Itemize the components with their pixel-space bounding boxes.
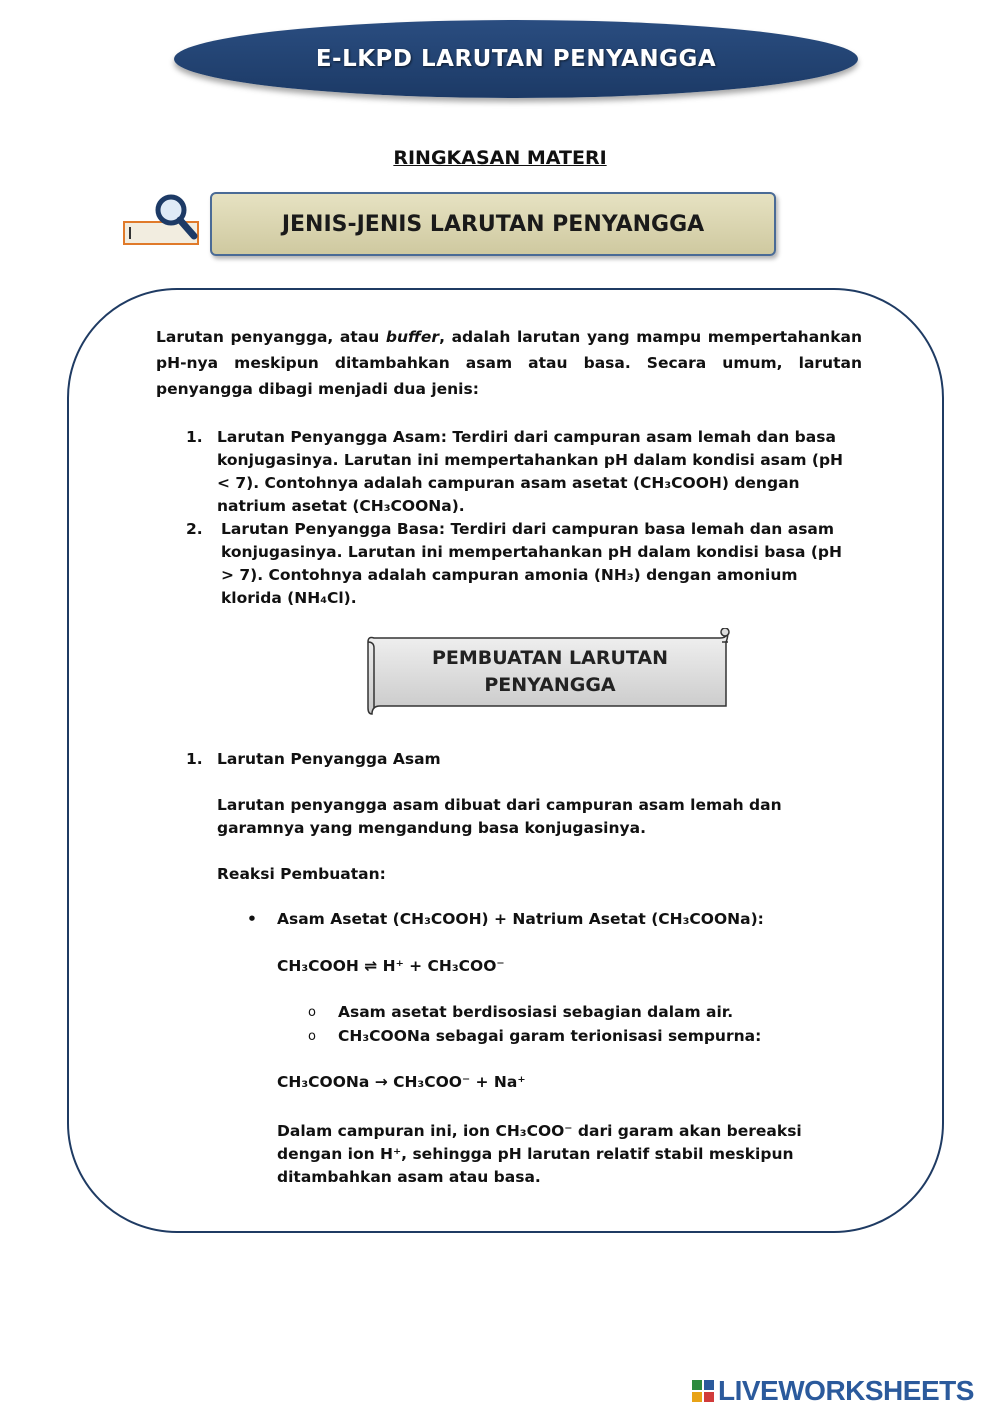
sub-bullet-text: CH₃COONa sebagai garam terionisasi sempurna: <box>338 1027 762 1045</box>
type-item-acid <box>186 426 856 518</box>
sub-bullet-marker: o <box>308 1005 316 1020</box>
list-item-label: Larutan Penyangga Basa: <box>221 520 446 538</box>
list-item-text <box>221 518 856 610</box>
subheading: RINGKASAN MATERI <box>393 147 607 169</box>
liveworksheets-logo[interactable] <box>692 1374 974 1408</box>
search-icon <box>122 188 200 250</box>
closing-paragraph: Dalam campuran ini, ion CH₃COO⁻ dari garam akan bereaksi dengan ion H⁺, sehingga pH larutan relatif stabil meskipun ditambahkan asam atau basa. <box>277 1122 802 1186</box>
sub-bullet-marker: o <box>308 1029 316 1044</box>
equation-ionization: CH₃COONa → CH₃COO⁻ + Na⁺ <box>277 1073 526 1091</box>
reaction-bullet <box>247 910 764 928</box>
reaction-label: Reaksi Pembuatan: <box>217 865 386 883</box>
sub-bullet-item <box>308 1027 761 1045</box>
bullet-dot: • <box>247 910 257 928</box>
list-item-label: Larutan Penyangga Asam: <box>217 428 447 446</box>
section2-description: Larutan penyangga asam dibuat dari campuran asam lemah dan garamnya yang mengandung basa konjugasinya. <box>217 796 782 837</box>
intro-italic: buffer <box>385 328 440 346</box>
section2-heading: Larutan Penyangga Asam <box>217 750 441 768</box>
scroll-banner-line1: PEMBUATAN LARUTAN <box>431 647 669 669</box>
list-number: 2. <box>186 520 203 538</box>
logo-text: LIVEWORKSHEETS <box>718 1375 974 1406</box>
section-banner-title: JENIS-JENIS LARUTAN PENYANGGA <box>281 211 705 237</box>
list-number: 1. <box>186 428 203 446</box>
list-item-text <box>217 426 856 518</box>
logo-icon <box>692 1380 714 1402</box>
sub-bullet-text: Asam asetat berdisosiasi sebagian dalam air. <box>338 1003 734 1021</box>
reaction-bullet-text: Asam Asetat (CH₃COOH) + Natrium Asetat (CH₃COONa): <box>277 910 764 928</box>
sub-bullet-item <box>308 1003 733 1021</box>
scroll-banner-title <box>380 645 720 699</box>
page-title: E-LKPD LARUTAN PENYANGGA <box>315 46 717 72</box>
equation-dissociation: CH₃COOH ⇌ H⁺ + CH₃COO⁻ <box>277 957 505 975</box>
section-banner <box>210 192 776 256</box>
intro-paragraph <box>156 324 862 402</box>
intro-text-2: , adalah larutan yang mampu mempertahankan pH-nya meskipun ditambahkan asam atau basa. Secara umum, larutan penyangga dibagi menjadi dua jenis: <box>156 328 862 398</box>
type-item-base <box>186 518 856 610</box>
section2-heading-row <box>186 748 856 771</box>
list-item-desc: Terdiri dari campuran asam lemah dan basa konjugasinya. Larutan ini mempertahankan pH dalam kondisi asam (pH < 7). Contohnya adalah campuran asam asetat (CH₃COOH) dengan natrium asetat (CH₃COONa). <box>217 428 844 515</box>
intro-text-1: Larutan penyangga, atau <box>156 328 386 346</box>
page-title-banner <box>174 20 858 98</box>
scroll-banner-line2: PENYANGGA <box>484 674 616 696</box>
list-number: 1. <box>186 750 203 768</box>
list-item-desc: Terdiri dari campuran basa lemah dan asam konjugasinya. Larutan ini mempertahankan pH dalam kondisi basa (pH > 7). Contohnya adalah campuran amonia (NH₃) dengan amonium klorida (NH₄Cl). <box>221 520 842 607</box>
